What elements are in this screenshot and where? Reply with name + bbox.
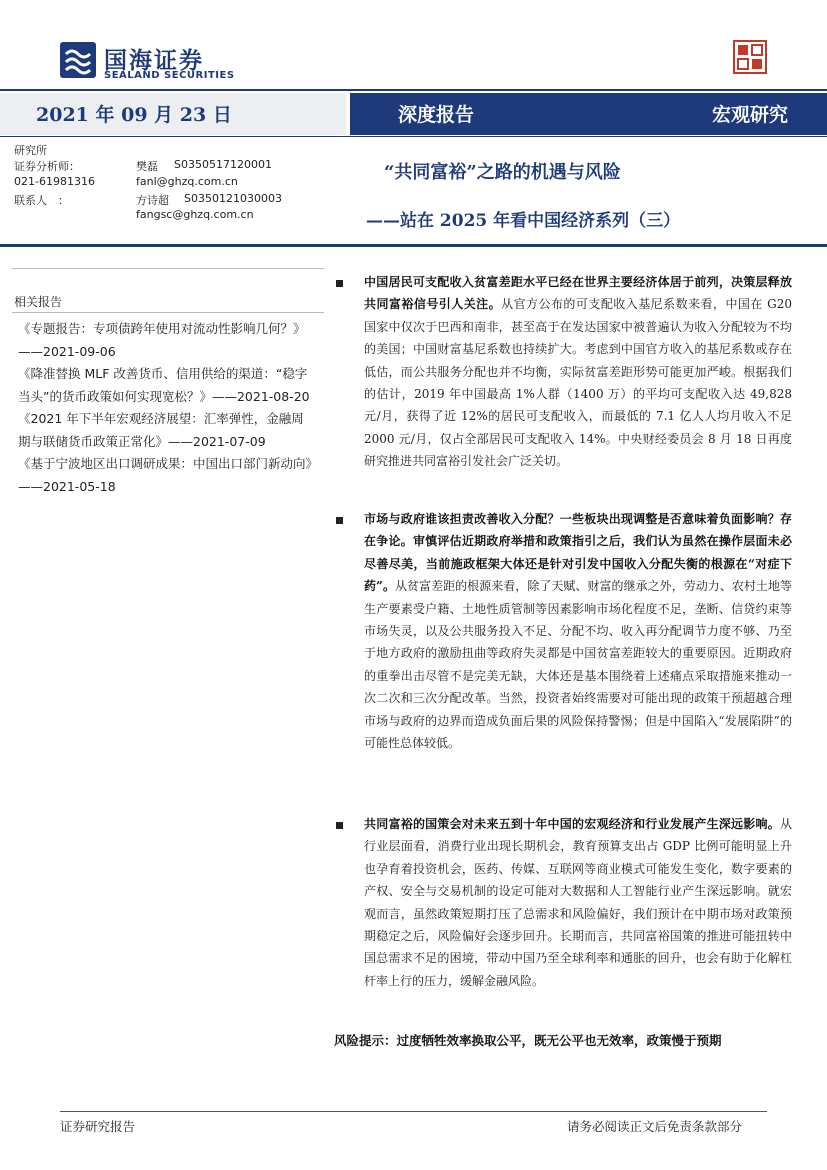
related-list [18,318,316,498]
contact-cert: S0350121030003 [184,192,282,205]
report-category: 宏观研究 [712,104,789,126]
bullet-1-lead: 中国居民可支配收入贫富差距水平已经在世界主要经济体居于前列，决策层释放共同富裕信号引人关注。 [364,275,792,312]
contact-label: 联系人 ： [14,194,69,207]
band-bottom-rule [0,136,827,137]
dept-label: 研究所 [14,144,47,157]
title-rule [0,244,827,247]
report-date: 2021 年 09 月 23 日 [36,104,232,126]
bullet-marker [336,517,343,524]
report-title: “共同富裕”之路的机遇与风险 [384,162,621,183]
analyst-label: 证券分析师： [14,160,80,173]
research-seal-icon [733,40,767,74]
band-top-rule [0,89,827,91]
report-type: 深度报告 [398,104,475,126]
bullet-paragraph-2 [364,508,792,754]
bullet-1-body: 从官方公布的可支配收入基尼系数来看，中国在 G20 国家中仅次于巴西和南非，甚至高于在发达国家中被普遍认为收入分配较为不均的美国；中国财富基尼系数也持续扩大。考虑到中国官方收入的基尼系数或存在低估，而公共服务分配也并不均衡，实际贫富差距形势可能更加严峻。根据我们的估计，2019 年中国最高 1%人群（1400 万）的平均可支配收入达 49,828 元/月，获得了近 12%的居民可支配收入，而最低的 7.1 亿人人均月收入不足 2000 元/月，仅占全部居民可支配收入 14%。中央财经委员会 8 月 18 日再度研究推进共同富裕引发社会广泛关切。 [364,297,792,469]
footer-right: 请务必阅读正文后免责条款部分 [567,1119,743,1134]
analyst-email[interactable]: fanl@ghzq.com.cn [136,175,238,188]
risk-warning: 风险提示：过度牺牲效率换取公平，既无公平也无效率，政策慢于预期 [334,1033,722,1048]
brand-name-cn: 国海证券 [104,48,204,74]
related-item[interactable]: 《专题报告：专项债跨年使用对流动性影响几何？》——2021-09-06 [18,321,306,359]
related-item[interactable]: 《2021 年下半年宏观经济展望：汇率弹性，金融周期与联储货币政策正常化》——2021-07-09 [18,411,304,449]
related-item[interactable]: 《降准替换 MLF 改善货币、信用供给的渠道：“稳字当头”的货币政策如何实现宽松？》——2021-08-20 [18,366,310,404]
related-heading-rule [12,312,324,313]
analyst-cert: S0350517120001 [174,158,272,171]
bullet-3-lead: 共同富裕的国策会对未来五到十年中国的宏观经济和行业发展产生深远影响。 [364,817,780,831]
bullet-paragraph-3 [364,813,792,992]
report-subtitle: ——站在 2025 年看中国经济系列（三） [366,211,681,231]
bullet-marker [336,822,343,829]
contact-email[interactable]: fangsc@ghzq.com.cn [136,208,254,221]
brand-name-en: SEALAND SECURITIES [104,70,235,81]
related-item[interactable]: 《基于宁波地区出口调研成果：中国出口部门新动向》——2021-05-18 [18,456,312,494]
related-heading: 相关报告 [14,295,63,309]
footer-rule [60,1111,767,1112]
bullet-marker [336,280,343,287]
related-top-rule [12,268,324,269]
bullet-3-body: 从行业层面看，消费行业出现长期机会，教育预算支出占 GDP 比例可能明显上升也孕育着投资机会，医药、传媒、互联网等商业模式可能发生变化，数字要素的产权、安全与交易机制的设定可能对大数据和人工智能行业产生深远影响。就宏观而言，虽然政策短期打压了总需求和风险偏好，我们预计在中期市场对政策预期稳定之后，风险偏好会逐步回升。长期而言，共同富裕国策的推进可能扭转中国总需求不足的困境，带动中国乃至全球利率和通胀的回升，也会有助于化解杠杆率上行的压力，缓解金融风险。 [364,817,792,988]
bullet-paragraph-1 [364,271,792,473]
bullet-2-body: 从贫富差距的根源来看，除了天赋、财富的继承之外，劳动力、农村土地等生产要素受户籍、土地性质管制等因素影响市场化程度不足，垄断、信贷约束等市场失灵，以及公共服务投入不足、分配不均、收入再分配调节力度不够、乃至于地方政府的激励扭曲等政府失灵都是中国贫富差距较大的重要原因。近期政府的重拳出击尽管不是完美无缺，大体还是基本围绕着上述痛点采取措施来推动一次二次和三次分配改革。当然，投资者始终需要对可能出现的政策干预超越合理市场与政府的边界而造成负面后果的风险保持警惕；但是中国陷入“发展陷阱”的可能性总体较低。 [364,579,792,751]
bullet-2-lead: 市场与政府谁该担责改善收入分配？一些板块出现调整是否意味着负面影响？存在争论。审慎评估近期政府举措和政策指引之后，我们认为虽然在操作层面未必尽善尽美，当前施政框架大体还是针对引发中国收入分配失衡的根源在“对症下药”。 [364,512,792,594]
contact-name: 方诗超 [136,194,169,207]
sealand-logo-icon [60,42,96,78]
analyst-name: 樊磊 [136,160,158,173]
analyst-phone: 021-61981316 [14,175,95,188]
footer-left: 证券研究报告 [60,1119,136,1134]
